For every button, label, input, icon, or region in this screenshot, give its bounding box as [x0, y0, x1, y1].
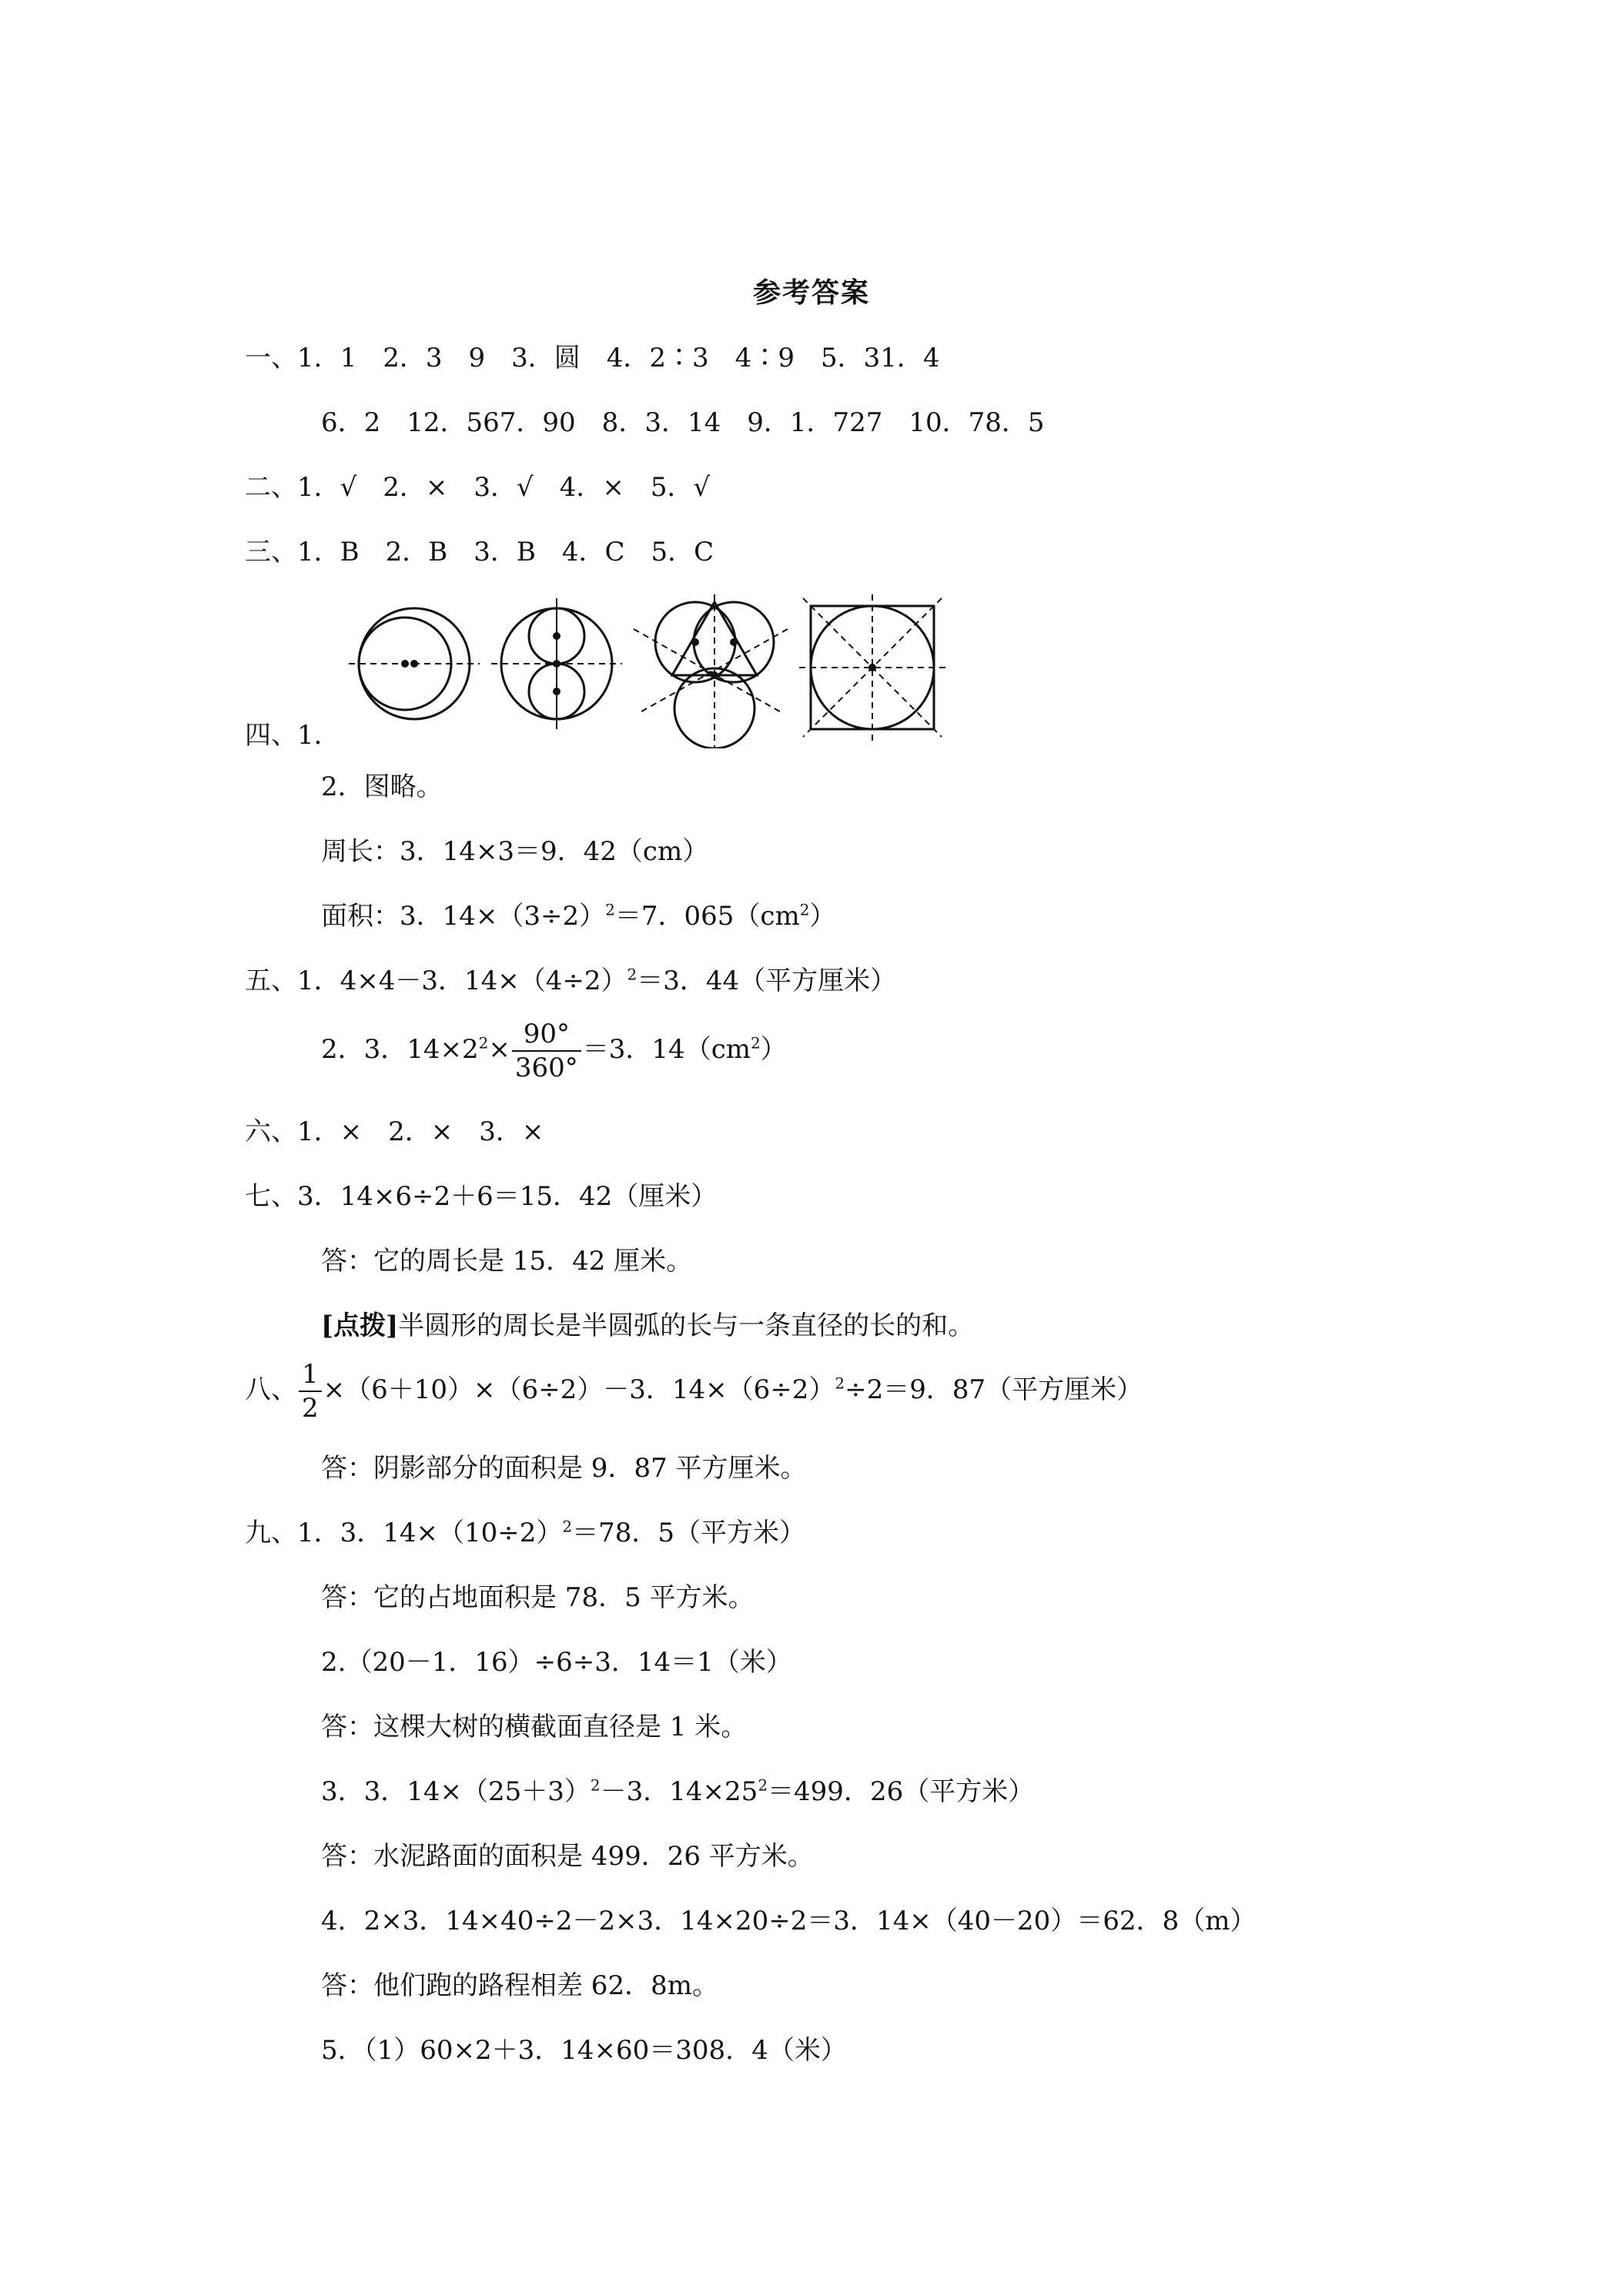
section-9-q2-answer: 答：这棵大树的横截面直径是 1 米。 — [321, 1712, 748, 1742]
section-8-line: 八、 $\frac{1}{2}$ ×（6＋10）×（6÷2）－3．$14\times(6\div 2)^2\div 2=9$．87（平方厘米） — [245, 1359, 1143, 1424]
section-5-item-1: 五、1．4×4－3．$14\times(4\div 2)^2=3$．44（平方厘米） — [245, 965, 897, 996]
section-3-line: 三、1．B 2．B 3．B 4．C 5．C — [245, 537, 714, 567]
section-2-line: 二、1．√ 2．× 3．√ 4．× 5．√ — [245, 472, 711, 503]
figure-circle-in-square — [799, 594, 945, 741]
tip-label: [点拨] — [321, 1310, 399, 1341]
fraction: $\frac{1}{2}$ — [299, 1361, 322, 1421]
figure-two-small-circles — [487, 594, 626, 733]
section-9-q4-answer: 答：他们跑的路程相差 62．8m。 — [321, 1970, 718, 2001]
section-label: 九、 — [245, 1518, 297, 1548]
section-label: 五、 — [245, 966, 297, 996]
section-9-q2: 2.（20－1．16）÷6÷3．14＝1（米） — [321, 1647, 792, 1678]
circle-figures — [345, 594, 945, 748]
page-title: 参考答案 — [752, 276, 870, 309]
section-5-item-2: 2．3．$14\times 2^2\times$ $\frac{90^\circ}{360^\circ}$ ＝3．$14(cm^2)$ — [321, 1019, 787, 1083]
fraction: $\frac{90^\circ}{360^\circ}$ — [512, 1021, 581, 1081]
section-8-answer: 答：阴影部分的面积是 9．87 平方厘米。 — [321, 1453, 807, 1484]
section-1-line-1: 一、1．1 2．3 9 3．圆 4．2∶3 4∶9 5．31．4 — [245, 343, 940, 373]
section-4-area: 面积：3．$14\times(3\div 2)^2=7$．$065(cm^2)$ — [321, 900, 836, 932]
section-4-perimeter: 周长：3．14×3＝9．42（cm） — [321, 836, 709, 867]
section-1-line-2: 6．2 12．567．90 8．3．14 9．1．727 10．78．5 — [321, 407, 1045, 438]
section-6-line: 六、1．× 2．× 3．× — [245, 1116, 544, 1147]
section-7-line: 七、3．14×6÷2＋6＝15．42（厘米） — [245, 1181, 718, 1212]
figure-inner-tangent-circle — [345, 594, 484, 733]
section-label: 四、 — [245, 720, 297, 751]
section-4-item-2: 2．图略。 — [321, 771, 443, 802]
section-label: 八、 — [245, 1374, 297, 1405]
section-9-q3: 3．3．$14\times(25+3)^2-3$．$14\times 25^2=499$．26（平方米） — [321, 1776, 1035, 1807]
section-9-q3-answer: 答：水泥路面的面积是 499．26 平方米。 — [321, 1841, 814, 1872]
figure-three-circles-triangle — [630, 594, 791, 748]
section-label: 七、 — [245, 1181, 297, 1212]
section-4-item-1: 四、1． — [245, 720, 340, 751]
section-7-tip: [点拨]半圆形的周长是半圆弧的长与一条直径的长的和。 — [321, 1310, 975, 1341]
section-7-answer: 答：它的周长是 15．42 厘米。 — [321, 1246, 693, 1277]
section-9-q1-answer: 答：它的占地面积是 78．5 平方米。 — [321, 1582, 755, 1613]
section-label: 三、 — [245, 537, 297, 567]
section-label: 六、 — [245, 1116, 297, 1147]
section-9-q5: 5．（1）60×2＋3．14×60＝308．4（米） — [321, 2035, 847, 2066]
section-9-q1: 九、1．3．$14\times(10\div 2)^2=78$．5（平方米） — [245, 1517, 806, 1548]
section-label: 一、 — [245, 343, 297, 373]
section-9-q4: 4．2×3．14×40÷2－2×3．14×20÷2＝3．14×（40－20）＝62．8（m） — [321, 1906, 1257, 1936]
section-label: 二、 — [245, 472, 297, 503]
